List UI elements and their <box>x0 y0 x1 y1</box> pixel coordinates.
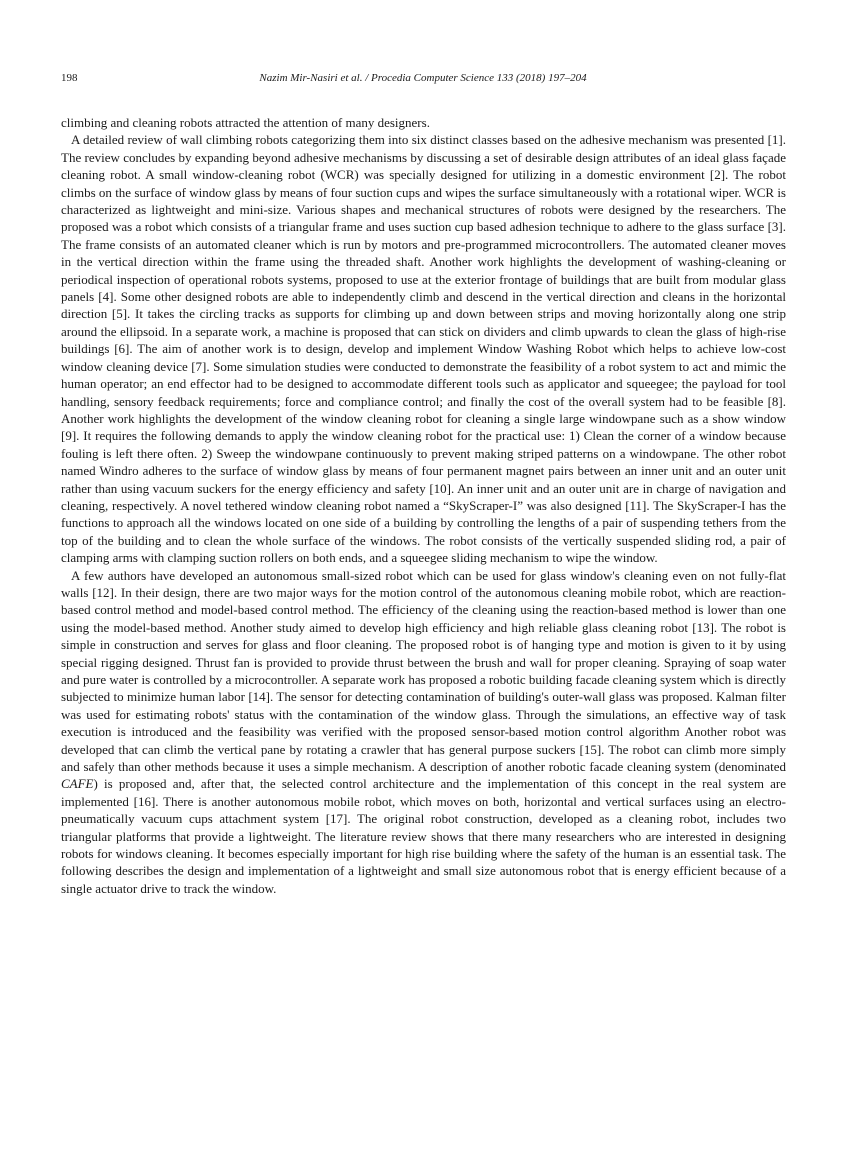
paragraph-text-part-2: ) is proposed and, after that, the selected control architecture and the implementation of this concept in the real system are implemented [16]. There is another autonomous mobile robot, which moves on both, horizontal and vertical surfaces using an electro-pneumatically vacuum cups attachment system [17]. The original robot construction, developed as a cleaning robot, includes two triangular platforms that provide a lightweight. The literature review shows that there many researchers who are interested in designing robots for windows cleaning. It becomes especially important for high rise building where the safety of the human is an essential task. The following describes the design and implementation of a lightweight and small size autonomous robot that is energy efficient because of a single actuator drive to track the window. <box>61 776 786 896</box>
page-number: 198 <box>61 72 78 84</box>
cafe-term: CAFE <box>61 776 94 792</box>
body-text <box>61 114 786 897</box>
running-head: Nazim Mir-Nasiri et al. / Procedia Computer Science 133 (2018) 197–204 <box>259 72 587 84</box>
paragraph-review: A detailed review of wall climbing robots categorizing them into six distinct classes based on the adhesive mechanism was presented [1]. The review concludes by expanding beyond adhesive mechanisms by discussing a set of desirable design attributes of an ideal glass façade cleaning robot. A small window-cleaning robot (WCR) was specially designed for utilizing in a domestic environment [2]. The robot climbs on the surface of window glass by means of four suction cups and wipes the surface simultaneously with a rotational wiper. WCR is characterized as lightweight and mini-size. Various shapes and mechanical structures of robots were designed by the researchers. The proposed was a robot which consists of a triangular frame and uses suction cup based adhesion technique to adhere to the glass surface [3]. The frame consists of an automated cleaner which is run by motors and pre-programmed microcontrollers. The automated cleaner moves in the vertical direction within the frame using the threaded shaft. Another work highlights the development of washing-cleaning or periodical inspection of operational robots systems, proposed to use at the exterior frontage of buildings that are built from modular glass panels [4]. Some other designed robots are able to independently climb and descend in the vertical direction and cleans in the horizontal direction [5]. It takes the circling tracks as supports for climbing up and down between strips and moving horizontally along one strip around the ellipsoid. In a separate work, a machine is proposed that can stick on dividers and climb upwards to clean the glass of high-rise buildings [6]. The aim of another work is to design, develop and implement Window Washing Robot which helps to achieve low-cost window cleaning device [7]. Some simulation studies were conducted to demonstrate the feasibility of a robot system to act and mimic the human operator; an end effector had to be designed to accommodate different tools such as applicator and squeegee; the payload for tool handling, sensory feedback requirements; force and compliance control; and finally the cost of the overall system had to be feasible [8]. Another work highlights the development of the window cleaning robot for cleaning a single large windowpane such as a show window [9]. It requires the following demands to apply the window cleaning robot for the practical use: 1) Clean the corner of a window because fouling is left there often. 2) Sweep the windowpane continuously to prevent making striped patterns on a windowpane. The other robot named Windro adheres to the surface of window glass by means of four permanent magnet pairs between an inner unit and an outer unit rather than using vacuum suckers for the energy efficiency and safety [10]. An inner unit and an outer unit are in charge of navigation and cleaning, respectively. A novel tethered window cleaning robot named a “SkyScraper-I” was also designed [11]. The SkyScraper-I has the functions to approach all the windows located on one side of a building by controlling the lengths of a pair of suspending tethers from the top of the building and to clean the whole surface of the windows. The robot consists of the vertically suspended sliding rod, a pair of clamping arms with clamping suction rollers on both ends, and a squeegee sliding mechanism to wipe the window. <box>61 132 786 566</box>
page-header <box>61 72 785 88</box>
paragraph-related-work <box>61 567 786 898</box>
paragraph-continued: climbing and cleaning robots attracted the attention of many designers. <box>61 115 430 130</box>
paragraph-text-part-1: A few authors have developed an autonomous small-sized robot which can be used for glass window's cleaning even on not fully-flat walls [12]. In their design, there are two major ways for the motion control of the autonomous cleaning mobile robot, which are reaction-based control method and model-based control method. The efficiency of the cleaning using the reaction-based method is lower than one using the model-based method. Another study aimed to develop high efficiency and high reliable glass cleaning robot [13]. The robot is simple in construction and serves for glass and floor cleaning. The proposed robot is of hanging type and motion is given to it by using special rigging designed. Thrust fan is provided to provide thrust between the brush and wall for proper cleaning. Spraying of soap water and pure water is controlled by a microcontroller. A separate work has proposed a robotic building facade cleaning system which is directly subjected to minimize human labor [14]. The sensor for detecting contamination of building's outer-wall glass was proposed. Kalman filter was used for estimating robots' status with the contamination of the window glass. Through the simulations, an effective way of task execution is introduced and the feasibility was verified with the proposed sensor-based motion control algorithm Another robot was developed that can climb the vertical pane by rotating a crawler that has general purpose suckers [15]. The robot can climb more simply and safely than other methods because it uses a simple mechanism. A description of another robotic facade cleaning system (denominated <box>61 567 786 775</box>
